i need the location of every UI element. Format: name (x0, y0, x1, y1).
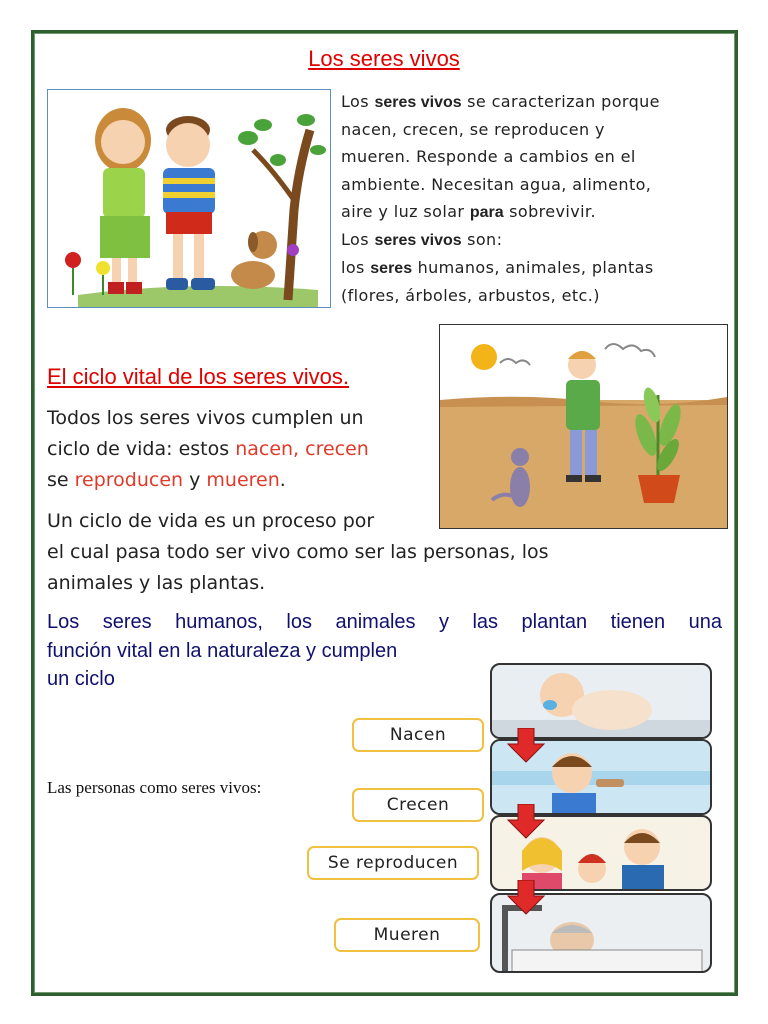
page-title: Los seres vivos (308, 46, 460, 71)
cycle-paragraph-2: Un ciclo de vida es un proceso por el cual pasa todo ser vivo como ser las personas, los animales y las plantas. (47, 510, 549, 594)
stage-label-crecen: Crecen (352, 788, 484, 822)
arrow-down-icon (506, 804, 546, 840)
cycle-paragraph-1: Todos los seres vivos cumplen un ciclo de vida: estos nacen, crecen se reproducen y mueren. (47, 407, 369, 491)
children-illustration (47, 89, 331, 308)
arrow-down-icon (506, 880, 546, 916)
cycle-paragraph-3: Los seres humanos, los animales y las plantan tienen una función vital en la naturaleza y cumplen un ciclo (47, 611, 722, 690)
cycle-heading: El ciclo vital de los seres vivos. (47, 364, 349, 389)
stage-label-nacen: Nacen (352, 718, 484, 752)
stage-label-se-reproducen: Se reproducen (307, 846, 479, 880)
personas-label: Las personas como seres vivos: (47, 778, 262, 797)
stage-label-mueren: Mueren (334, 918, 480, 952)
landscape-illustration (439, 324, 728, 529)
arrow-down-icon (506, 728, 546, 764)
intro-paragraph: Los seres vivos se caracterizan porque nacen, crecen, se reproducen y mueren. Responde a cambios en el ambiente. Necesitan agua, alimento, aire y luz solar para sobrevivir. Los seres vivos son: los seres humanos, animales, plantas (flores, árboles, arbustos, etc.) (341, 92, 660, 306)
